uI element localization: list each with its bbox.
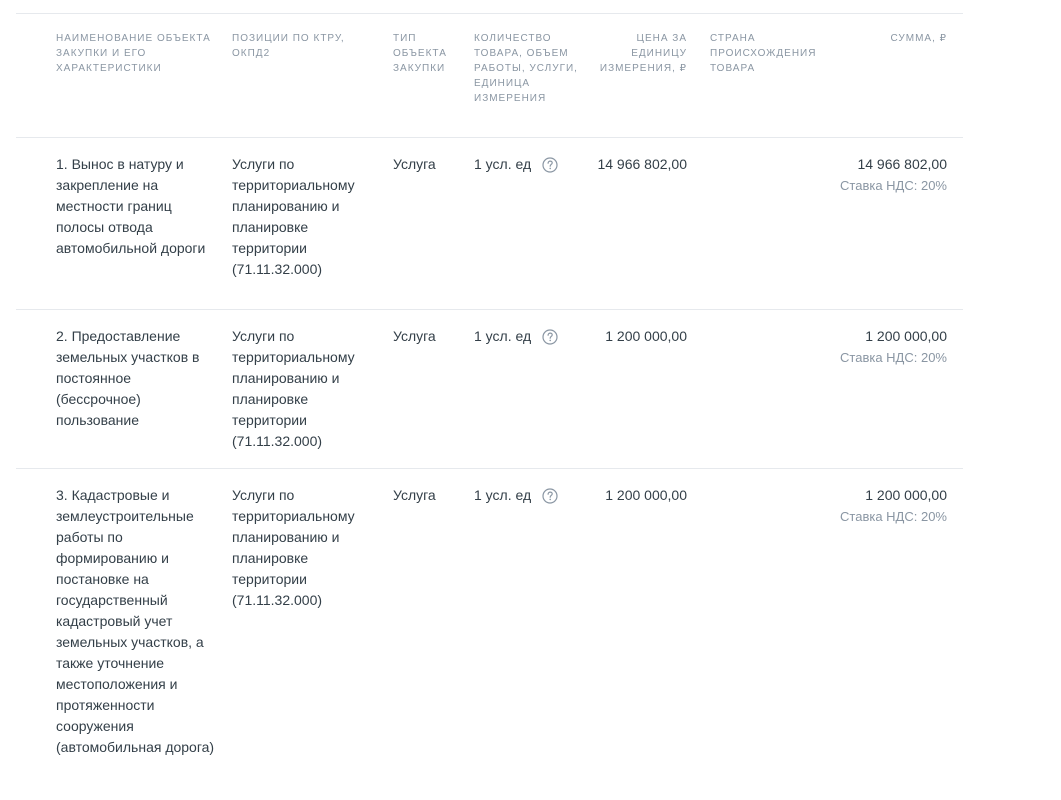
procurement-items-table	[16, 13, 963, 800]
item-sum-cell	[816, 138, 947, 196]
item-name: 3. Кадастровые и землеустроительные работы по формированию и постановке на государственный кадастровый учет земельных участков, а также уточнение местоположения и протяженности сооружения (автомобильная дорога)	[56, 487, 215, 755]
question-circle-icon[interactable]	[542, 488, 558, 504]
item-type: Услуга	[393, 328, 436, 344]
item-sum-cell	[816, 469, 947, 527]
item-sum: 1 200 000,00	[865, 328, 947, 344]
item-quantity-line	[474, 326, 584, 347]
item-quantity-cell	[474, 310, 584, 347]
item-okpd: Услуги по территориальному планированию и планировке территории (71.11.32.000)	[232, 328, 355, 449]
vat-rate: Ставка НДС: 20%	[840, 509, 947, 524]
item-quantity: 1 усл. ед	[474, 328, 532, 344]
table-row	[16, 138, 963, 310]
item-unit-price: 14 966 802,00	[597, 156, 687, 172]
item-okpd: Услуги по территориальному планированию и планировке территории (71.11.32.000)	[232, 487, 355, 608]
question-circle-icon[interactable]	[542, 329, 558, 345]
header-country: СТРАНА ПРОИСХОЖДЕНИЯ ТОВАРА	[710, 33, 817, 74]
vat-rate: Ставка НДС: 20%	[840, 178, 947, 193]
header-type: ТИП ОБЪЕКТА ЗАКУПКИ	[393, 33, 447, 74]
item-sum-cell	[816, 310, 947, 368]
header-name: НАИМЕНОВАНИЕ ОБЪЕКТА ЗАКУПКИ И ЕГО ХАРАКТЕРИСТИКИ	[56, 33, 211, 74]
item-okpd: Услуги по территориальному планированию и планировке территории (71.11.32.000)	[232, 156, 355, 277]
header-unit-price: ЦЕНА ЗА ЕДИНИЦУ ИЗМЕРЕНИЯ, ₽	[599, 33, 687, 74]
header-quantity: КОЛИЧЕСТВО ТОВАРА, ОБЪЕМ РАБОТЫ, УСЛУГИ, ЕДИНИЦА ИЗМЕРЕНИЯ	[474, 33, 578, 104]
question-circle-icon[interactable]	[542, 157, 558, 173]
item-sum: 14 966 802,00	[857, 156, 947, 172]
item-name: 1. Вынос в натуру и закрепление на местности границ полосы отвода автомобильной дороги	[56, 156, 206, 256]
item-quantity-line	[474, 485, 584, 506]
item-country	[710, 310, 830, 326]
item-quantity-cell	[474, 469, 584, 506]
vat-rate: Ставка НДС: 20%	[840, 350, 947, 365]
item-sum: 1 200 000,00	[865, 487, 947, 503]
item-quantity: 1 усл. ед	[474, 156, 532, 172]
item-quantity: 1 усл. ед	[474, 487, 532, 503]
item-quantity-line	[474, 154, 584, 175]
item-country	[710, 138, 830, 154]
item-unit-price: 1 200 000,00	[605, 487, 687, 503]
table-header-row	[16, 14, 963, 138]
header-okpd: ПОЗИЦИИ ПО КТРУ, ОКПД2	[232, 33, 345, 59]
item-quantity-cell	[474, 138, 584, 175]
item-country	[710, 469, 830, 485]
item-type: Услуга	[393, 487, 436, 503]
table-row	[16, 310, 963, 469]
item-name: 2. Предоставление земельных участков в постоянное (бессрочное) пользование	[56, 328, 200, 428]
table-row	[16, 469, 963, 800]
item-type: Услуга	[393, 156, 436, 172]
header-sum: СУММА, ₽	[890, 33, 947, 44]
item-unit-price: 1 200 000,00	[605, 328, 687, 344]
